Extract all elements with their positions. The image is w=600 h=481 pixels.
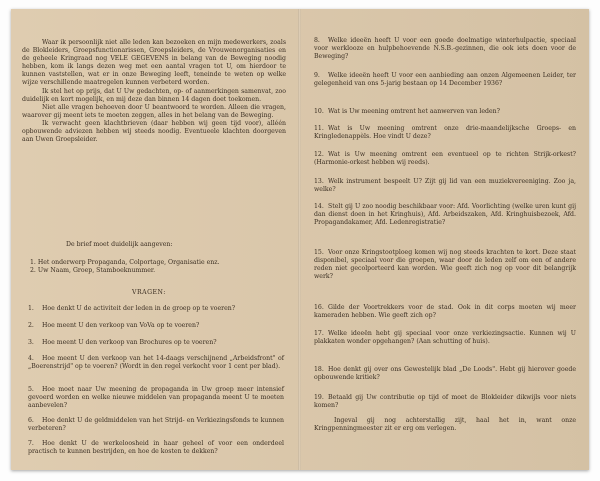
question-text: Betaald gij Uw contributie op tijd of moet de Blokleider dikwijls voor niets komen? [314,394,576,410]
question-number: 14. [314,203,324,210]
question-number: 16. [314,304,324,311]
question-item [28,417,284,433]
question-number: 15. [314,249,324,256]
question-text: Hoe denkt U de activiteit der leden in de groep op te voeren? [42,305,236,312]
question-text: Gilde der Voortrekkers voor de stad. Ook in dit corps moeten wij meer kameraden hebben. Wie geeft zich op? [314,304,576,320]
question-number: 11. [314,125,324,132]
question-item [314,366,576,382]
question-text: Welke ideeën hebt gij speciaal voor onze verkiezingsactie. Kunnen wij U plakkaten wonder opgehangen? (Aan schutting of huis). [314,330,576,346]
booklet-sheet [11,9,589,470]
question-item [314,108,576,116]
question-item [28,355,284,371]
question-text: Welke ideeën heeft U voor een goede doelmatige winterhulpactie, speciaal voor werklooze en hulpbehoevende N.S.B.-gezinnen, die ook iets doen voor de Beweging? [314,37,576,61]
question-item [314,394,576,410]
question-text: Hoe meent U den verkoop van VoVa op te voeren? [42,322,200,329]
question-text: Hoe meent U den verkoop van het 14-daags verschijnend „Arbeidsfront" of „Boerenstrijd" op te voeren? (Wordt in den regel verkocht voor 1 cent per blad). [28,355,284,371]
question-item [28,440,284,456]
intro-paragraph-2: Ik stel het op prijs, dat U Uw gedachten, op- of aanmerkingen samenvat, zoo duidelijk en kort mogelijk, en mij deze dan binnen 14 dagen doet toekomen. [22,87,286,103]
question-text: Welk instrument bespeelt U? Zijt gij lid van een muziekvereeniging. Zoo ja, welke? [314,178,576,194]
question-text: Hoe denkt U de werkeloosheid in haar geheel of voor een onderdeel practisch te kunnen bestrijden, en hoe de kosten te dekken? [28,440,284,456]
question-text: Stelt gij U zoo noodig beschikbaar voor: Afd. Voorlichting (welke uren kunt gij dan dienst doen in het Kringhuis), Afd. Arbeidszaken, Afd. Kringhuisbezoek, Afd. Propagandakamer, Afd. Ledenregistratie? [314,203,576,227]
question-number: 12. [314,151,324,158]
intro-text [22,39,286,144]
question-item [28,386,284,410]
question-item [314,330,576,346]
question-item [314,37,576,61]
intro-paragraph-3: Niet alle vragen behoeven door U beantwoord te worden. Alleen die vragen, waarover gij meent iets te moeten zeggen, alles in het belang van de Beweging. [22,103,286,119]
requirement-item: 2. Uw Naam, Groep, Stamboeknummer. [30,267,156,275]
question-text: Wat is Uw meening omtrent het aanwerven van leden? [328,108,500,115]
question-number: 5. [28,386,34,393]
question-number: 7. [28,440,34,447]
question-number: 6. [28,417,34,424]
questions-title: VRAGEN: [132,289,166,296]
question-item [28,339,284,347]
question-item [314,249,576,281]
question-item [314,125,576,141]
brief-heading: De brief moet duidelijk aangeven: [66,241,173,248]
question-number: 8. [314,37,320,44]
question-number: 13. [314,178,324,185]
question-number: 17. [314,330,324,337]
question-number: 19. [314,394,324,401]
center-fold [298,9,301,470]
question-number: 9. [314,72,320,79]
intro-paragraph: Waar ik persoonlijk niet alle leden kan bezoeken en mijn medewerkers, zoals de Blokleiders, Groepsfunctionarissen, Groepsleiders, de Vrouwenorganisaties en de geheele Kringraad nog VELE GEGEVENS in belang van de Beweging noodig hebben, kom ik langs dezen weg met een aantal vragen tot U, om hierdoor te kunnen vaststellen, wat er in onze Beweging leeft, teneinde te weten op welke wijze verschillende maatregelen kunnen verbeterd worden. [22,39,286,87]
question-number: 2. [28,322,34,329]
question-item [314,203,576,227]
intro-paragraph-4: Ik verwacht geen klachtbrieven (daar hebben wij geen tijd voor), alléén opbouwende adviezen hebben wij steeds noodig. Eventueele klachten doorgeven aan Uwen Groepsleider. [22,119,286,144]
question-text: Hoe meent U den verkoop van Brochures op te voeren? [42,339,217,346]
question-number: 18. [314,366,324,373]
question-text: Hoe moet naar Uw meening de propaganda in Uw groep meer intensief gevoerd worden en welke nieuwe middelen van propaganda meent U te moeten aanbevelen? [28,386,284,410]
question-number: 1. [28,305,34,312]
question-item [314,178,576,194]
question-number: 3. [28,339,34,346]
question-text: Voor onze Kringstootploeg komen wij nog steeds krachten te kort. Deze staat disponibel, speciaal voor die groepen, waar door de leden zelf om een of andere reden niet gecolporteerd kan worden. Wie geeft zich nog op voor dit belangrijk werk? [314,249,576,281]
question-text: Welke ideeën heeft U voor een aanbieding aan onzen Algemeenen Leider, ter gelegenheid van ons 5-jarig bestaan op 14 December 1936? [314,72,576,88]
requirements-list [30,259,220,275]
question-item [314,72,576,88]
question-text: Wat is Uw meening omtrent een eventueel op te richten Strijk-orkest? (Harmonie-orkest hebben wij reeds). [314,151,576,167]
question-text: Hoe denkt U de geldmiddelen van het Strijd- en Verkiezingsfonds te kunnen verbeteren? [28,417,284,433]
requirement-item: 1. Het onderwerp Propaganda, Colportage, Organisatie enz. [30,259,220,266]
question-item [28,305,284,313]
question-text: Wat is Uw meening omtrent onze drie-maandelijksche Groeps- en Kringledenappèls. Hoe vindt U deze? [314,125,576,141]
closing-note: Ingeval gij nog achterstallig zijt, haal het in, want onze Kringpenningmeester zit er erg om verlegen. [314,417,576,433]
question-number: 10. [314,108,324,115]
question-item [314,151,576,167]
question-item [28,322,284,330]
question-item [314,304,576,320]
question-text: Hoe denkt gij over ons Gewestelijk blad „De Loods". Hebt gij hierover goede opbouwende kritiek? [314,366,576,382]
question-number: 4. [28,355,34,362]
